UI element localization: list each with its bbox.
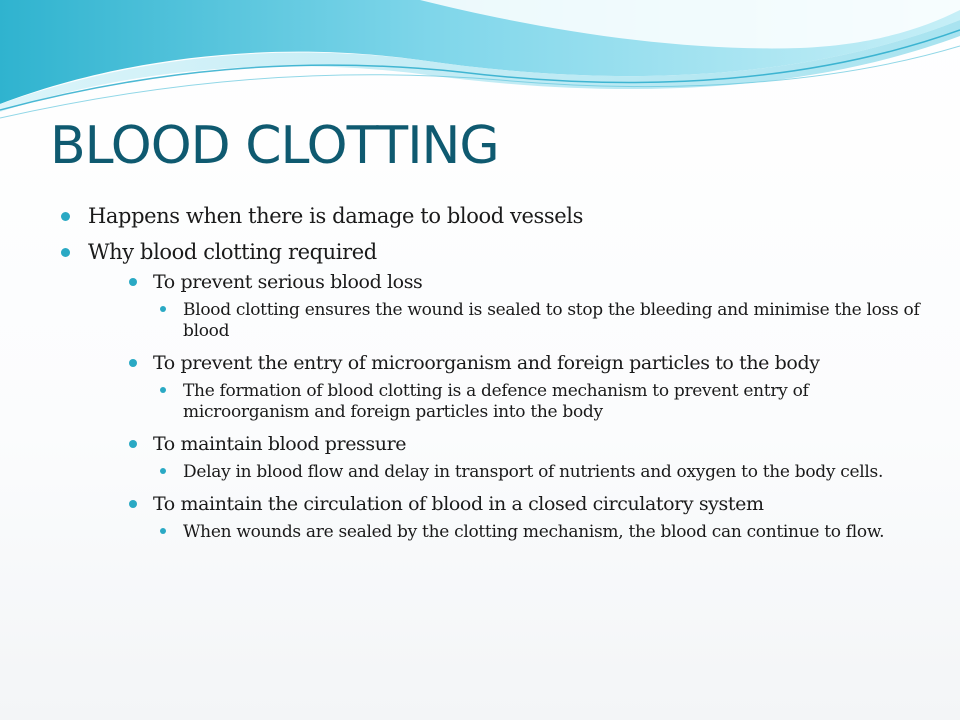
sub-bullet-item xyxy=(126,352,920,423)
sub-bullet-item xyxy=(126,433,920,483)
bullet-dot-icon xyxy=(160,468,166,474)
bullet-list xyxy=(60,204,920,543)
detail-item xyxy=(155,381,920,423)
detail-item xyxy=(155,300,920,342)
sub-bullet-text: To maintain blood pressure xyxy=(153,433,407,455)
bullet-dot-icon xyxy=(129,440,137,448)
sub-bullet-item xyxy=(126,493,920,543)
sub-bullet-list xyxy=(126,271,920,543)
detail-text: Delay in blood flow and delay in transport of nutrients and oxygen to the body cells. xyxy=(183,462,884,482)
bullet-dot-icon xyxy=(61,212,70,221)
bullet-dot-icon xyxy=(129,278,137,286)
slide-content xyxy=(60,204,920,554)
detail-item xyxy=(155,522,920,543)
bullet-dot-icon xyxy=(160,528,166,534)
header-wave-decoration xyxy=(0,0,960,130)
bullet-dot-icon xyxy=(61,248,70,257)
bullet-item xyxy=(60,240,920,543)
bullet-dot-icon xyxy=(129,500,137,508)
detail-item xyxy=(155,462,920,483)
detail-list xyxy=(155,300,920,342)
bullet-dot-icon xyxy=(160,387,166,393)
detail-text: When wounds are sealed by the clotting mechanism, the blood can continue to flow. xyxy=(183,522,885,542)
detail-text: Blood clotting ensures the wound is sealed to stop the bleeding and minimise the loss of blood xyxy=(183,300,920,341)
sub-bullet-text: To maintain the circulation of blood in a closed circulatory system xyxy=(153,493,764,515)
detail-text: The formation of blood clotting is a defence mechanism to prevent entry of microorganism and foreign particles into the body xyxy=(183,381,809,422)
bullet-text: Happens when there is damage to blood vessels xyxy=(88,204,583,228)
detail-list xyxy=(155,522,920,543)
sub-bullet-item xyxy=(126,271,920,342)
detail-list xyxy=(155,462,920,483)
bullet-text: Why blood clotting required xyxy=(88,240,377,264)
bullet-item xyxy=(60,204,920,229)
sub-bullet-text: To prevent the entry of microorganism and foreign particles to the body xyxy=(153,352,820,374)
bullet-dot-icon xyxy=(160,306,166,312)
bullet-dot-icon xyxy=(129,359,137,367)
slide-title: BLOOD CLOTTING xyxy=(50,116,499,176)
detail-list xyxy=(155,381,920,423)
sub-bullet-text: To prevent serious blood loss xyxy=(153,271,423,293)
